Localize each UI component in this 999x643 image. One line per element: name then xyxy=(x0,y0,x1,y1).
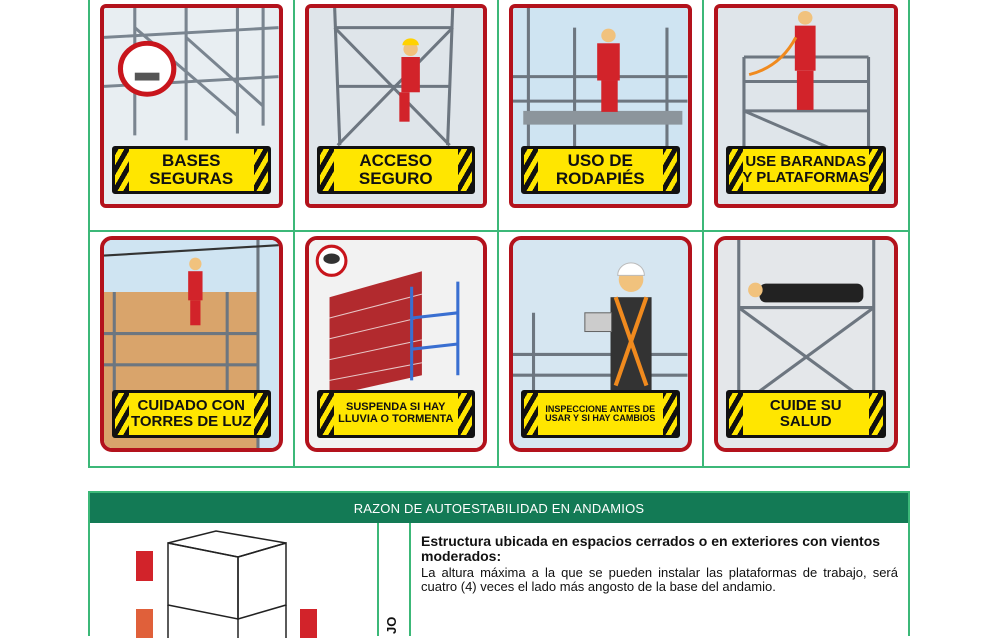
card-bases-seguras xyxy=(100,4,283,208)
autoestabilidad-section xyxy=(88,491,910,636)
section-title: RAZON DE AUTOESTABILIDAD EN ANDAMIOS xyxy=(90,493,908,523)
safety-cards-grid xyxy=(88,0,910,468)
card-cell-acceso xyxy=(295,0,500,232)
card-cell-inspeccione xyxy=(499,232,704,466)
card-cell-rodapies xyxy=(499,0,704,232)
card-uso-de-rodapies xyxy=(509,4,692,208)
card-cell-barandas xyxy=(704,0,909,232)
card-label: INSPECCIONE ANTES DE USAR Y SI HAY CAMBIOS xyxy=(521,390,680,438)
card-cuide-salud xyxy=(714,236,899,452)
card-inspeccione xyxy=(509,236,692,452)
card-acceso-seguro xyxy=(305,4,488,208)
card-cell-bases xyxy=(90,0,295,232)
section-text xyxy=(421,534,898,594)
stacked-cubes-diagram xyxy=(90,523,377,638)
card-cell-salud xyxy=(704,232,909,466)
section-paragraph: La altura máxima a la que se pueden instalar las plataformas de trabajo, será cuatro (4) veces el lado más angosto de la base del andamio. xyxy=(421,565,898,594)
card-cell-torres xyxy=(90,232,295,466)
card-label: ACCESO SEGURO xyxy=(317,146,476,194)
card-use-barandas xyxy=(714,4,899,208)
vertical-label-column xyxy=(379,523,411,636)
card-label: CUIDE SU SALUD xyxy=(726,390,887,438)
card-cuidado-torres xyxy=(100,236,283,452)
card-cell-lluvia xyxy=(295,232,500,466)
section-heading: Estructura ubicada en espacios cerrados o en exteriores con vientos moderados: xyxy=(421,533,881,564)
vertical-label: JO xyxy=(384,616,399,634)
cube-diagram-panel xyxy=(90,523,379,636)
card-suspenda-lluvia xyxy=(305,236,488,452)
card-label: BASES SEGURAS xyxy=(112,146,271,194)
card-label: CUIDADO CON TORRES DE LUZ xyxy=(112,390,271,438)
card-label: USE BARANDAS Y PLATAFORMAS xyxy=(726,146,887,194)
card-label: SUSPENDA SI HAY LLUVIA O TORMENTA xyxy=(317,390,476,438)
card-label: USO DE RODAPIÉS xyxy=(521,146,680,194)
